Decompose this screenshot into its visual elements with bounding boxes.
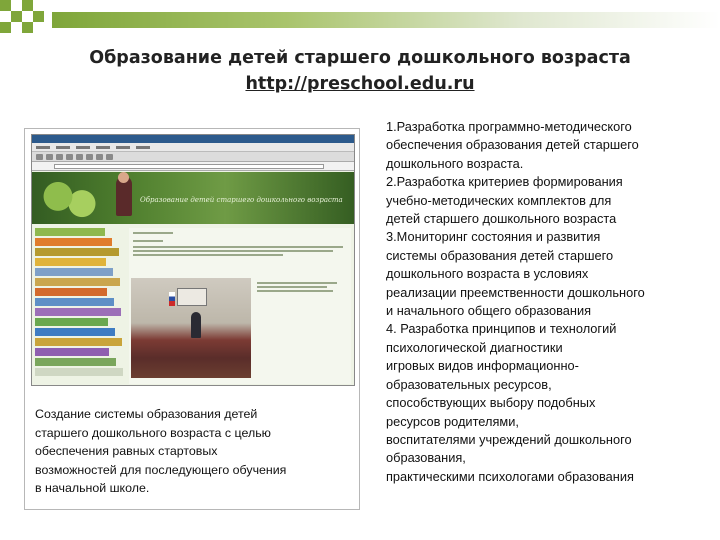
tasks-list: 1.Разработка программно-методического обеспечения образования детей старшего дошкольного возраста. 2.Разработка критериев формирования учебно-методических комплектов для детей старшего дошкольного возраста 3.Мониторинг состояния и развития системы образования детей старшего дошкольного возраста в условиях реализации преемственности дошкольного и начального общего образования 4. Разработка принципов и технологий психологической диагностики игровых видов информационно- образовательных ресурсов, способствующих выбору подобных ресурсов родителями, воспитателями учреждений дошкольного образования, практическими психологами образования [386, 119, 645, 484]
left-panel [24, 128, 360, 510]
browser-titlebar [32, 135, 354, 143]
caption-text: Создание системы образования детей старшего дошкольного возраста с целью обеспечения равных стартовых возможностей для последующего обучения в начальной школе. [35, 407, 287, 496]
site-menu-item [35, 358, 116, 366]
site-menu-item [35, 278, 120, 286]
site-menu-item [35, 338, 122, 346]
site-menu-item [35, 228, 105, 236]
site-menu-item [35, 268, 113, 276]
browser-toolbar [32, 152, 354, 162]
site-menu-item [35, 328, 115, 336]
decorative-corner [0, 0, 60, 44]
site-menu-item [35, 298, 114, 306]
browser-address-bar [32, 162, 354, 171]
slide-url-link[interactable]: http://preschool.edu.ru [245, 74, 475, 94]
browser-menubar [32, 143, 354, 152]
conference-photo [131, 278, 251, 378]
site-content [129, 228, 351, 384]
site-menu-item [35, 258, 106, 266]
site-menu-item [35, 308, 121, 316]
site-menu-item [35, 288, 107, 296]
banner-text: Образование детей старшего дошкольного возраста [140, 196, 343, 204]
site-menu-item [35, 348, 109, 356]
site-menu-item [35, 238, 112, 246]
site-side-menu [35, 228, 125, 378]
site-banner [32, 172, 354, 224]
decorative-bar [52, 12, 720, 28]
website-screenshot [31, 134, 355, 386]
flag-icon [169, 292, 175, 306]
site-menu-item [35, 318, 108, 326]
site-menu-item [35, 368, 123, 376]
site-menu-item [35, 248, 119, 256]
slide-title: Образование детей старшего дошкольного возраста [89, 48, 631, 68]
